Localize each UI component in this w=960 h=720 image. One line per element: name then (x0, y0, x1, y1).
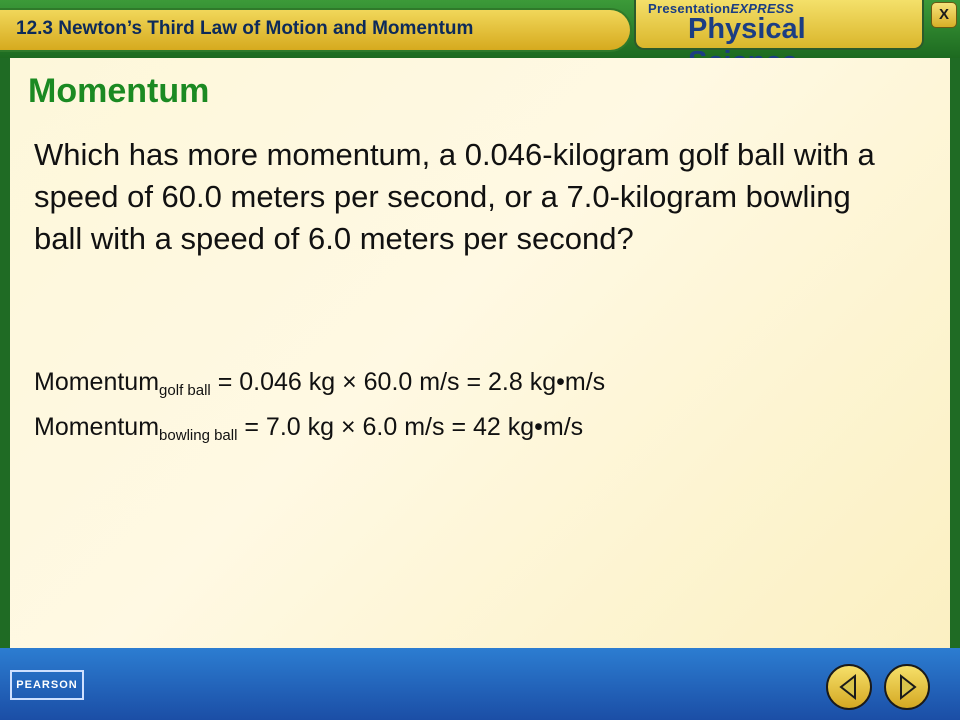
triangle-right-icon (886, 666, 928, 708)
section-tab (0, 8, 632, 52)
brand-logo (634, 0, 924, 50)
brand-subtitle: PresentationEXPRESS (648, 1, 794, 16)
top-banner (0, 0, 960, 58)
triangle-left-icon (828, 666, 870, 708)
equation-bowling-ball: Momentum$_{bowling ball}$ = 7.0 kg × 6.0 m/s = 42 kg•m/s (34, 413, 584, 444)
next-slide-button[interactable] (884, 664, 930, 710)
bottom-bar (0, 648, 960, 720)
previous-slide-button[interactable] (826, 664, 872, 710)
question-text: Which has more momentum, a 0.046-kilogram golf ball with a speed of 60.0 meters per second, or a 7.0-kilogram bowling ball with a speed of 6.0 meters per second? (34, 137, 875, 256)
close-button[interactable]: X (931, 2, 957, 28)
equation-golf-ball: Momentum$_{golf ball}$ = 0.046 kg × 60.0 m/s = 2.8 kg•m/s (34, 368, 606, 399)
section-title: 12.3 Newton’s Third Law of Motion and Momentum (16, 18, 474, 39)
slide-heading: Momentum (28, 72, 210, 110)
brand-title: Physical (688, 13, 806, 45)
pearson-logo: PEARSON (10, 670, 84, 700)
slide-content (10, 58, 950, 648)
